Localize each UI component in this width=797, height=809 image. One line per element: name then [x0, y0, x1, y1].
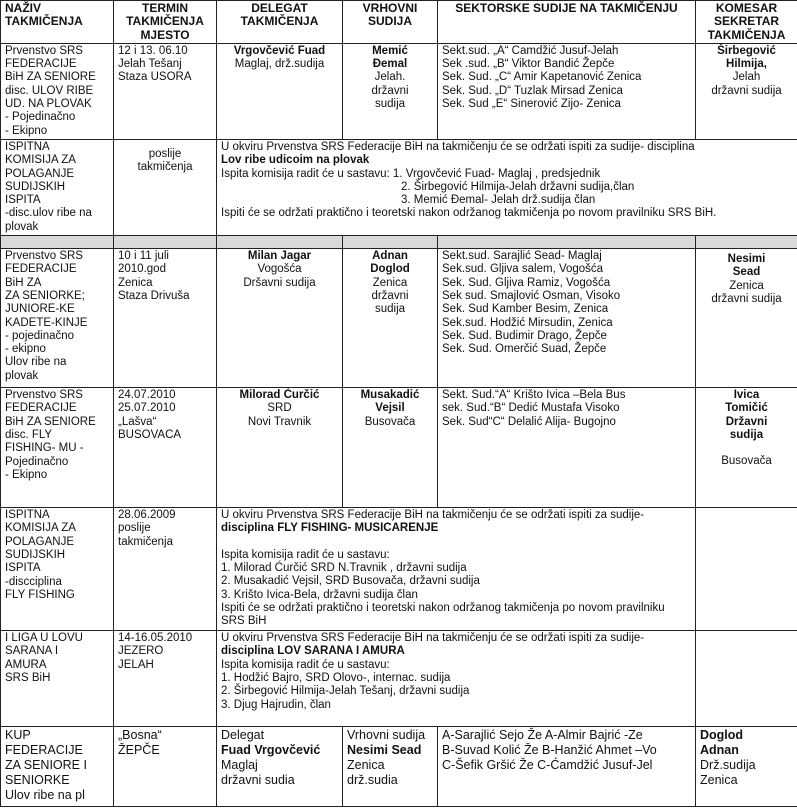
spacer-row	[1, 236, 797, 249]
sektorske-cell: A-Sarajlić Sejo Že A-Almir Bajrić -Ze B-Suvad Kolić Že B-Hanžić Ahmet –Vo C-Šefik Gršić Že C-Ćamdžić Jusuf-Jel	[438, 727, 696, 807]
sektorske-cell: Sekt.sud. „A“ Camdžić Jusuf-Jelah Sek .sud. „B“ Viktor Bandić Žepče Sek. Sud. „C“ Amir Kapetanović Zenica Sek. Sud. „D“ Tuzlak Mirsad Zenica Sek. Sud „E“ Sinerović Zijo- Zenica	[438, 43, 696, 139]
naziv-cell: KUP FEDERACIJE ZA SENIORE I SENIORKE Ulov ribe na pl	[1, 727, 114, 807]
naziv-cell: ISPITNA KOMISIJA ZA POLAGANJE SUDIJSKIH ISPITA -discciplina FLY FISHING	[1, 508, 114, 631]
exam-note-cell: U okviru Prvenstva SRS Federacije BiH na takmičenju će se održati ispiti za sudije- disciplina LOV SARANA I AMURA Ispita komisija radit će u sastavu: 1. Hodžić Bajro, SRD Olovo-, internac. sudija 2. Širbegović Hilmija-Jelah Tešanj, državni sudija 3. Djug Hajrudin, član	[217, 631, 696, 727]
termin-cell: 12 i 13. 06.10 Jelah Tešanj Staza USORA	[114, 43, 217, 139]
table-row	[1, 727, 797, 807]
exam-note-cell: U okviru Prvenstva SRS Federacije BiH na takmičenju će se održati ispiti za sudije- disciplina Lov ribe udicoim na plovak Ispita komisija radit će u sastavu: 1. Vrgovčević Fuad- Maglaj , predsjednik 2. Širbegović Hilmija-Jelah državni sudija,član 3. Memić Đemal- Jelah drž.sudija član Ispiti će se održati praktično i teoretski nakon održanog takmičenja po novom pravilniku SRS BiH.	[217, 139, 797, 235]
table-row	[1, 249, 797, 388]
vrhovni-cell: Adnan Doglod Zenica državni sudija	[343, 249, 438, 388]
vrhovni-cell: Vrhovni sudija Nesimi Sead Zenica drž.sudia	[343, 727, 438, 807]
sektorske-cell: Sekt.sud. Sarajlić Sead- Maglaj Sek.sud. Gljiva salem, Vogošća Sek. Sud. Gljiva Ramiz, Vogošća Sek sud. Smajlović Osman, Visoko Sek. Sud Kamber Besim, Zenica Sek.sud. Hodžić Mirsudin, Zenica Sek. Sud. Budimir Drago, Žepče Sek. Sud. Omerčić Suad, Žepče	[438, 249, 696, 388]
naziv-cell: Prvenstvo SRS FEDERACIJE BiH ZA SENIORE disc. FLY FISHING- MU - Pojedinačno - Ekipno	[1, 388, 114, 508]
termin-cell: 28.06.2009 poslije takmičenja	[114, 508, 217, 631]
naziv-cell: ISPITNA KOMISIJA ZA POLAGANJE SUDIJSKIH ISPITA -disc.ulov ribe na plovak	[1, 139, 114, 235]
termin-cell: 10 i 11 juli 2010.god Zenica Staza Drivuša	[114, 249, 217, 388]
vrhovni-cell: Musakadić Vejsil Busovača	[343, 388, 438, 508]
termin-cell: 24.07.2010 25.07.2010 „Lašva“ BUSOVACA	[114, 388, 217, 508]
vrhovni-cell: Memić Đemal Jelah. državni sudija	[343, 43, 438, 139]
table-row	[1, 43, 797, 139]
delegat-cell: Delegat Fuad Vrgovčević Maglaj državni sudia	[217, 727, 343, 807]
termin-cell: poslije takmičenja	[114, 139, 217, 235]
header-komesar: KOMESAR SEKRETAR TAKMIČENJA	[696, 1, 797, 44]
delegat-cell: Milorad Ćurčić SRD Novi Travnik	[217, 388, 343, 508]
header-vrhovni: VRHOVNI SUDIJA	[343, 1, 438, 44]
header-delegat: DELEGAT TAKMIČENJA	[217, 1, 343, 44]
header-row	[1, 1, 797, 44]
komesar-cell: Nesimi Sead Zenica državni sudija	[696, 249, 797, 388]
sektorske-cell: Sekt. Sud.“A“ Krišto Ivica –Bela Bus sek. Sud.“B“ Dedić Mustafa Visoko Sek. Sud“C“ Delalić Alija- Bugojno	[438, 388, 696, 508]
table-row	[1, 631, 797, 727]
empty-cell	[696, 508, 797, 631]
komesar-cell: Ivica Tomičić Državni sudija Busovača	[696, 388, 797, 508]
komesar-cell: Doglod Adnan Drž.sudija Zenica	[696, 727, 797, 807]
header-termin: TERMIN TAKMIČENJA MJESTO	[114, 1, 217, 44]
empty-cell	[696, 631, 797, 727]
exam-note-cell: U okviru Prvenstva SRS Federacije BiH na takmičenju će se održati ispiti za sudije- disciplina FLY FISHING- MUSICARENJE Ispita komisija radit će u sastavu: 1. Milorad Ćurčić SRD N.Travnik , državni sudija 2. Musakadić Vejsil, SRD Busovača, državni sudija 3. Krišto Ivica-Bela, državni sudija član Ispiti će se održati praktično i teoretski nakon održanog takmičenja po novom pravilniku SRS BiH	[217, 508, 696, 631]
naziv-cell: Prvenstvo SRS FEDERACIJE BiH ZA ZA SENIORKE; JUNIORE-KE KADETE-KINJE - pojedinačno - ekipno Ulov ribe na plovak	[1, 249, 114, 388]
delegat-cell: Milan Jagar Vogošća Dršavni sudija	[217, 249, 343, 388]
table-row	[1, 139, 797, 235]
naziv-cell: I LIGA U LOVU SARANA I AMURA SRS BiH	[1, 631, 114, 727]
termin-cell: 14-16.05.2010 JEZERO JELAH	[114, 631, 217, 727]
header-sektorske: SEKTORSKE SUDIJE NA TAKMIČENJU	[438, 1, 696, 44]
header-naziv: NAŽIV TAKMIČENJA	[1, 1, 114, 44]
table-row	[1, 508, 797, 631]
komesar-cell: Širbegović Hilmija, Jelah državni sudija	[696, 43, 797, 139]
naziv-cell: Prvenstvo SRS FEDERACIJE BiH ZA SENIORE disc. ULOV RIBE UD. NA PLOVAK - Pojedinačno - Ekipno	[1, 43, 114, 139]
termin-cell: „Bosna“ ŽEPČE	[114, 727, 217, 807]
delegat-cell: Vrgovčević Fuad Maglaj, drž.sudija	[217, 43, 343, 139]
table-row	[1, 388, 797, 508]
